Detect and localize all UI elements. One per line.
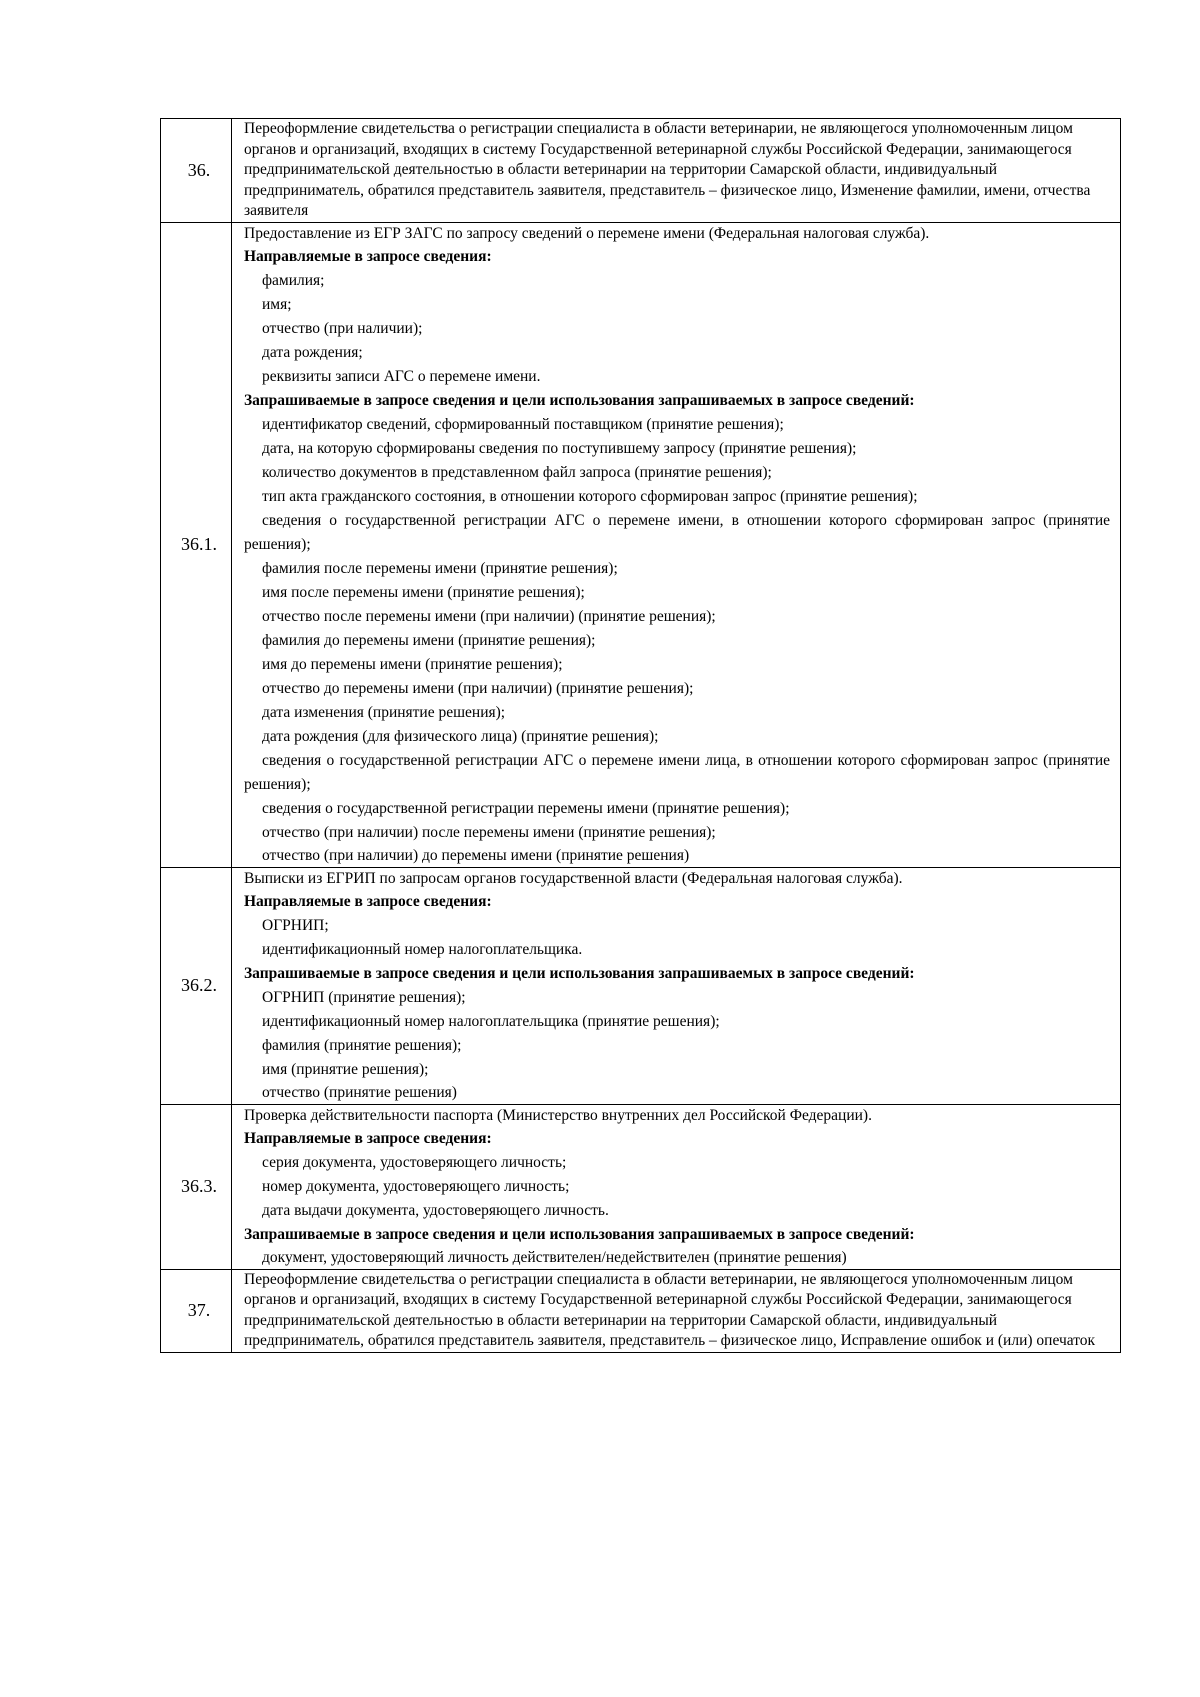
requested-data-item: дата рождения (для физического лица) (принятие решения); — [262, 727, 659, 745]
row-number: 37. — [187, 1300, 211, 1320]
row-content-cell — [232, 1104, 1121, 1269]
requested-data-item: фамилия (принятие решения); — [262, 1036, 462, 1054]
sent-data-item: ОГРНИП; — [262, 916, 329, 934]
requested-data-item: дата изменения (принятие решения); — [262, 703, 506, 721]
services-table — [160, 118, 1121, 1353]
requested-data-item: фамилия после перемены имени (принятие решения); — [262, 559, 618, 577]
request-title: Проверка действительности паспорта (Министерство внутренних дел Российской Федерации). — [244, 1106, 872, 1124]
requested-data-item: сведения о государственной регистрации перемены имени (принятие решения); — [262, 799, 790, 817]
table-row — [161, 119, 1121, 223]
services-table-body — [161, 119, 1121, 1353]
requested-data-item: отчество после перемены имени (при наличии) (принятие решения); — [262, 607, 716, 625]
sent-data-item: идентификационный номер налогоплательщика. — [262, 940, 583, 958]
request-title: Предоставление из ЕГР ЗАГС по запросу сведений о перемене имени (Федеральная налоговая служба). — [244, 224, 930, 242]
requested-data-item: документ, удостоверяющий личность действителен/недействителен (принятие решения) — [262, 1248, 847, 1266]
requested-data-item: имя (принятие решения); — [262, 1060, 429, 1078]
requested-data-item: фамилия до перемены имени (принятие решения); — [262, 631, 596, 649]
requested-data-item: идентификационный номер налогоплательщика (принятие решения); — [262, 1012, 720, 1030]
table-row — [161, 1104, 1121, 1269]
requested-data-item: имя после перемены имени (принятие решения); — [262, 583, 585, 601]
sent-data-item: реквизиты записи АГС о перемене имени. — [262, 367, 541, 385]
requested-data-item: сведения о государственной регистрации АГС о перемене имени, в отношении которого сформирован запрос (принятие решения); — [244, 511, 1110, 553]
sent-data-item: отчество (при наличии); — [262, 319, 423, 337]
requested-data-item: ОГРНИП (принятие решения); — [262, 988, 466, 1006]
row-number: 36. — [187, 159, 211, 180]
sent-data-item: дата рождения; — [262, 343, 363, 361]
requested-data-item: отчество (принятие решения) — [262, 1083, 457, 1101]
sent-data-heading: Направляемые в запросе сведения: — [244, 247, 492, 265]
sent-data-item: серия документа, удостоверяющего личность; — [262, 1153, 567, 1171]
row-number: 36.1. — [181, 534, 217, 554]
requested-data-heading: Запрашиваемые в запросе сведения и цели использования запрашиваемых в запросе сведений: — [244, 1225, 915, 1243]
requested-data-item: имя до перемены имени (принятие решения); — [262, 655, 563, 673]
sent-data-item: фамилия; — [262, 271, 325, 289]
requested-data-item: отчество (при наличии) после перемены имени (принятие решения); — [262, 823, 716, 841]
requested-data-item: сведения о государственной регистрации АГС о перемене имени лица, в отношении которого сформирован запрос (принятие решения); — [244, 751, 1110, 793]
row-content-cell — [232, 1269, 1121, 1352]
row-content-cell — [232, 867, 1121, 1104]
requested-data-item: дата, на которую сформированы сведения по поступившему запросу (принятие решения); — [262, 439, 857, 457]
sent-data-item: номер документа, удостоверяющего личность; — [262, 1177, 570, 1195]
row-number: 36.3. — [181, 1176, 217, 1196]
sent-data-item: имя; — [262, 295, 292, 313]
sent-data-heading: Направляемые в запросе сведения: — [244, 892, 492, 910]
row-number-cell — [161, 867, 232, 1104]
row-content-cell — [232, 222, 1121, 867]
row-number-cell — [161, 222, 232, 867]
row-number-cell — [161, 1269, 232, 1352]
requested-data-item: отчество до перемены имени (при наличии) (принятие решения); — [262, 679, 694, 697]
table-row — [161, 867, 1121, 1104]
row-number-cell — [161, 1104, 232, 1269]
request-title: Выписки из ЕГРИП по запросам органов государственной власти (Федеральная налоговая служба). — [244, 869, 903, 887]
table-row — [161, 1269, 1121, 1352]
requested-data-item: идентификатор сведений, сформированный поставщиком (принятие решения); — [262, 415, 784, 433]
requested-data-item: количество документов в представленном файл запроса (принятие решения); — [262, 463, 772, 481]
sent-data-item: дата выдачи документа, удостоверяющего личность. — [262, 1201, 609, 1219]
sent-data-heading: Направляемые в запросе сведения: — [244, 1129, 492, 1147]
service-description: Переоформление свидетельства о регистрации специалиста в области ветеринарии, не являющегося уполномоченным лицом органов и организаций, входящих в систему Государственной ветеринарной службы Российской Федерации, занимающегося предпринимательской деятельностью в области ветеринарии на территории Самарской области, индивидуальный предприниматель, обратился представитель заявителя, представитель – физическое лицо, Исправление ошибок и (или) опечаток — [244, 1270, 1096, 1349]
row-number-cell — [161, 119, 232, 223]
requested-data-item: отчество (при наличии) до перемены имени (принятие решения) — [262, 846, 690, 864]
row-content-cell — [232, 119, 1121, 223]
requested-data-heading: Запрашиваемые в запросе сведения и цели использования запрашиваемых в запросе сведений: — [244, 391, 915, 409]
table-row — [161, 222, 1121, 867]
requested-data-heading: Запрашиваемые в запросе сведения и цели использования запрашиваемых в запросе сведений: — [244, 964, 915, 982]
service-description: Переоформление свидетельства о регистрации специалиста в области ветеринарии, не являющегося уполномоченным лицом органов и организаций, входящих в систему Государственной ветеринарной службы Российской Федерации, занимающегося предпринимательской деятельностью в области ветеринарии на территории Самарской области, индивидуальный предприниматель, обратился представитель заявителя, представитель – физическое лицо, Изменение фамилии, имени, отчества заявителя — [244, 120, 1091, 219]
row-number: 36.2. — [181, 975, 217, 995]
requested-data-item: тип акта гражданского состояния, в отношении которого сформирован запрос (принятие решения); — [262, 487, 918, 505]
